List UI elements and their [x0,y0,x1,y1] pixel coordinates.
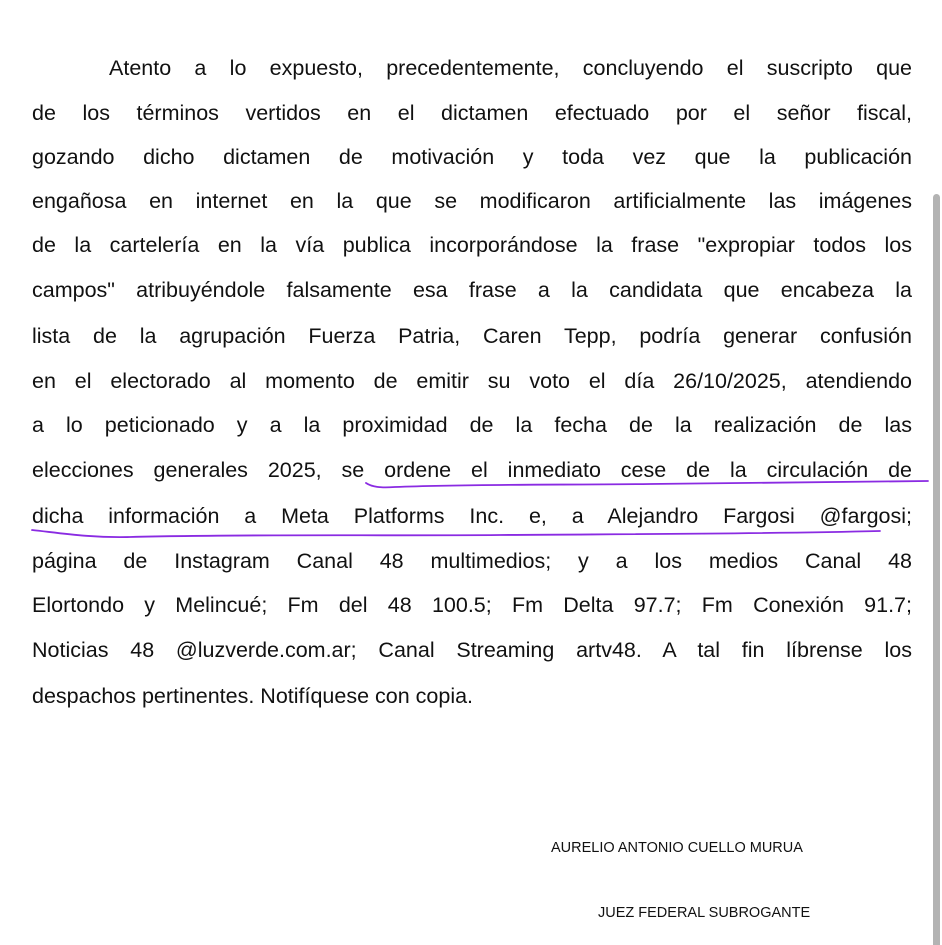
paragraph-line: engañosa en internet en la que se modificaron artificialmente las imágenes [32,189,912,213]
paragraph-line: a lo peticionado y a la proximidad de la fecha de la realización de las [32,413,912,437]
paragraph-line: Noticias 48 @luzverde.com.ar; Canal Streaming artv48. A tal fin líbrense los [32,638,912,662]
scrollbar-thumb[interactable] [933,194,940,945]
paragraph-line: despachos pertinentes. Notifíquese con copia. [32,684,474,708]
paragraph-line: dicha información a Meta Platforms Inc. e, a Alejandro Fargosi @fargosi; [32,504,912,528]
paragraph-line: lista de la agrupación Fuerza Patria, Caren Tepp, podría generar confusión [32,324,912,348]
scrollbar[interactable] [930,190,942,945]
paragraph-line: Elortondo y Melincué; Fm del 48 100.5; Fm Delta 97.7; Fm Conexión 91.7; [32,593,912,617]
paragraph-line: gozando dicho dictamen de motivación y toda vez que la publicación [32,145,912,169]
underline-stroke [32,530,880,537]
signature-title: JUEZ FEDERAL SUBROGANTE [598,905,811,921]
paragraph-line: página de Instagram Canal 48 multimedios; y a los medios Canal 48 [32,549,912,573]
paragraph-line: de la cartelería en la vía publica incorporándose la frase "expropiar todos los [32,233,912,257]
paragraph-line: Atento a lo expuesto, precedentemente, concluyendo el suscripto que [109,56,912,80]
paragraph-line: en el electorado al momento de emitir su voto el día 26/10/2025, atendiendo [32,369,912,393]
paragraph-line: de los términos vertidos en el dictamen efectuado por el señor fiscal, [32,101,912,125]
signature-name: AURELIO ANTONIO CUELLO MURUA [551,840,803,856]
paragraph-line: elecciones generales 2025, se ordene el inmediato cese de la circulación de [32,458,912,482]
paragraph-line: campos" atribuyéndole falsamente esa frase a la candidata que encabeza la [32,278,912,302]
